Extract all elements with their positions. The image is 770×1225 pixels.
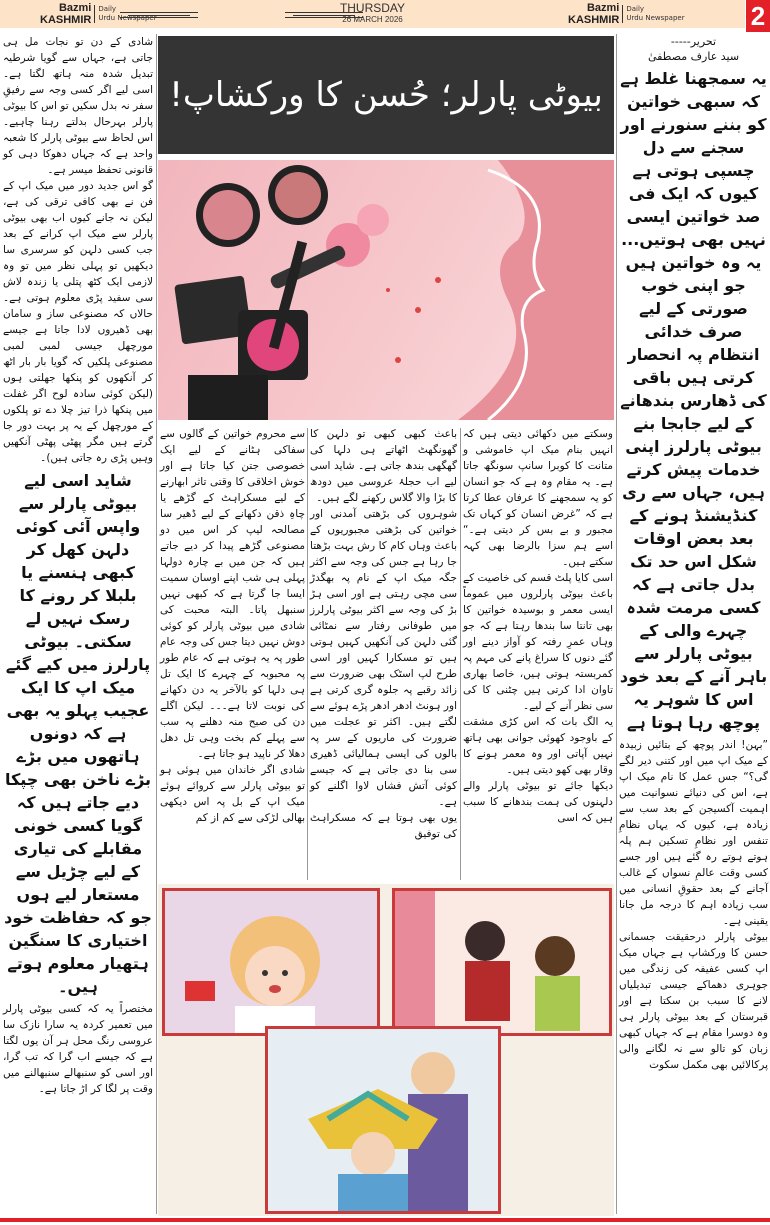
paragraph: شوہروں کی بڑھتی آمدنی اور خواتین کی بڑھتی مجبوریوں کے باعث وہاں کام کا رش بہت بڑھتا جا رہا ہے جس کی وجہ سے اکثر جگہ میک اپ کے نام پہ بھگدڑ سی مچی رہتی ہے اور اسی ہڑ بڑ کی وجہ سے اکثر بیوٹی پارلرز میں طوفانی رفتار سے نمٹائی گئی دلہن کی آنکھیں کہیں ہوتی ہیں تو مسکارا کہیں اور اسی طرح لپ اسٹک بھی ضرورت سے زائد رقبے پہ جلوہ گری کرتی ہے اور ہونٹ ادھر ادھر پڑے ہوئے سے لگتے ہیں۔ اکثر تو عجلت میں ضرورت کی ماریوں کے سر پہ بالوں کی ایسی ہمالیائی ڈھیری سی بنا دی جاتی ہے کہ جیسے کوئی آتش فشاں لاوا اگلنے کو ہے۔: [310, 508, 457, 808]
brand-sub-1: Daily: [626, 5, 645, 13]
bottom-rule: [0, 1218, 770, 1222]
headline: بیوٹی پارلر؛ حُسن کا ورکشاپ!: [169, 75, 603, 115]
brand-name-2: KASHMIR: [40, 14, 92, 26]
brand-name-2: KASHMIR: [568, 14, 620, 26]
paragraph: یوں بھی ہوتا ہے کہ مسکراہٹ کی توفیق: [310, 812, 457, 840]
column-divider: [156, 34, 157, 1214]
paragraph: گو اس جدید دور میں میک اپ کے فن نے بھی کافی ترقی کی ہے، لیکن نہ جانے کیوں اب بھی بیوٹی پارلر سے میک اپ کرانے کے بعد جب کسی دلہن کو سرسری سا دیکھیں تو پہلی نظر میں تو وہ لازمی ایک کٹھ پتلی یا زندہ لاش سی سفید پڑی معلوم ہوتی ہے۔ حالاں کہ مصنوعی ساز و سامان بھی ڈھیروں لادا جاتا ہے جیسے مورچھل جیسی لمبی لمبی مصنوعی پلکیں کہ گویا بار بار اٹھ کر آنکھوں کو پنکھا جھلتی ہوں (لیکن کوئی سادہ لوح اگر غفلت میں پنکھا ذرا تیز چلا دے تو پلکوں کے مورچھل کے یہ پر بہت دور جا گرتے ہیں مگر پھٹی پھٹی آنکھیں وہیں پڑی رہ جاتی ہیں)۔: [3, 180, 153, 464]
paragraph: اسی کایا پلٹ قسم کی خاصیت کے باعث بیوٹی پارلروں میں عموماً ایسی معمر و بوسیدہ خواتین کا بھی تانتا سا بندھا رہتا ہے کہ جو وہاں عمرِ رفتہ کو آواز دینے اور گئے دنوں کا سراغ پانے کی مہم پہ کمربستہ ہوتی ہیں، خاصا بھاری تاوان ادا کرتی ہیں چٹنی کا کی سی نظر آنے کے لیے۔: [463, 572, 613, 712]
paragraph: سے محروم خواتین کے گالوں سے سفاکی ہٹانے کے لیے ایک خصوصی جتن کیا جاتا ہے اور خوش اخلاقی کا وقتی تاثر ابھارنے کے لیے مسکراہٹ کے گڑھے یا چاہِ ذقن دکھانے کے لیے ڈھیر سا مصالحہ لیپ کر اس میں دو مصنوعی گڑھے پیدا کر دیے جاتے ہیں کہ جن میں بے چارہ دولہا پہلی ہی شب اپنے اوسان سمیت ایسا جا گرتا ہے کہ کبھی نہیں سنبھل پاتا۔ البتہ محبت کی شادی میں بیوٹی پارلر کو کوئی دوش نہیں دیتا جس کی وجہ عام طور پہ یہ ہوتی ہے کہ عام طور پہ محبوبہ کے چہرے کا ایک تل ہی دلہا کو بالآخر یہ دن دکھانے کی نوبت لاتا ہے۔۔۔ لیکن اگلے دن کی صبح منہ دھلنے پہ سب سے پہلے کم بخت وہی تل دھل دھلا کر ناپید ہو جاتا ہے۔: [160, 428, 305, 760]
paragraph: شادی کے دن تو نجات مل ہی جاتی ہے، جہاں سے گویا شرطیہ تبدیل شدہ منہ ہاتھ لگتا ہے۔ اسی لیے اگر کسی وجہ سے رفیقِ سفر نہ بدل سکیں تو اس کا بیوٹی پارلر بہرحال بدلتے رہنا چاہیے۔ اس لحاظ سے بیوٹی پارلر کا شعبہ واحد ہے کہ جہاں دھوکا دہی کو قانونی تحفظ میسر ہے۔: [3, 36, 153, 176]
right-column: [619, 34, 768, 1073]
paragraph: باعث کبھی کبھی تو دلہن کا گھونگھٹ اٹھاتے ہی دلہا کی گھگھی بندھ جاتی ہے۔ شاید اسی لیے اب حجلۂ عروسی میں دودھ کا بڑا والا گلاس رکھنے لگے ہیں۔: [310, 428, 457, 504]
brand-name-1: Bazmi: [58, 2, 92, 14]
hair-coloring-illustration: [268, 1029, 498, 1211]
byline-label: تحریر-----: [670, 35, 717, 48]
paragraph: وسکتے میں دکھائی دیتی ہیں کہ انہیں بنام میک اپ خاموشی و متانت کا کوبرا سانپ سونگھ جاتا ہے۔ یہ مقام وہ ہے کہ جو انسان کو یہ سمجھنے کا عرفان عطا کرتا ہے کہ ”غرض انسان کو کہاں تک مجبور و بے بس کر دیتی ہے۔“ اسے ہم سزا بالرضا بھی کہہ سکتے ہیں۔: [463, 428, 613, 568]
middle-column-left: [160, 426, 305, 826]
paragraph: بیوٹی پارلر درحقیقت جسمانی حسن کا ورکشاپ ہے جہاں میک اپ کسی عفیفہ کی زندگی میں جوہری دھماکے جیسی تبدیلیاں لانے کا سبب بن سکتا ہے اور قبرستان کے بعد بیوٹی پارلر ہی وہ دوسرا مقام ہے کہ جہاں کبھی زبان کو تالو سے نہ لگانے والی پرکالائیں بھی مکمل سکوت: [619, 931, 768, 1071]
page-number: 2: [746, 0, 770, 32]
brand-logo-right: [568, 2, 685, 26]
cartoon-hair-salon: [162, 888, 380, 1036]
headline-box: [158, 36, 614, 154]
cartoon-hair-disaster: [265, 1026, 501, 1214]
left-column: [3, 34, 153, 1097]
masthead-strip: [0, 0, 745, 28]
hair-curlers-illustration: [165, 891, 377, 1033]
column-divider: [307, 428, 308, 880]
cosmetics-photo: [158, 160, 614, 420]
paragraph: شادی اگر خاندان میں ہوئی ہو تو بیوٹی پارلر سے کروائے ہوئے میک اپ کے بل پہ اس دیکھی بھالی لڑکی سے کم از کم: [160, 764, 305, 824]
brand-sub-2: Urdu Newspaper: [626, 14, 685, 22]
paragraph: ”بہن! اندر پوچھ کے بتائیں زبیدہ کے میک اپ میں اور کتنی دیر لگے گی؟“ جس عمل کا نام میک اپ ہے، اس کی دنیائے نسوانیت میں اہمیت آکسیجن کے بعد سب سے زیادہ ہے، کیوں کہ یہاں نظامِ تنفس اور نظامِ تسکین ہم پلہ ہوتے ہوتے رہ گئے ہیں اور جسے کسی وقت عالمِ نسواں کے غالب آجانے کے بعد حقوقِ انسانی میں سب زیادہ اہم کا درجہ مل جانا یقینی ہے۔: [619, 739, 768, 927]
byline: [619, 34, 768, 64]
paragraph: یہ الگ بات کہ اس کڑی مشقت کے باوجود کھوئی جوانی بھی ہاتھ نہیں آپاتی اور وہ معمر ہونے کا وقار بھی کھو دیتی ہیں۔: [463, 716, 613, 776]
brand-name-1: Bazmi: [586, 2, 620, 14]
left-column-text: [3, 34, 153, 466]
brand-sub-2: Urdu Newspaper: [98, 14, 157, 22]
paragraph: مختصراً یہ کہ کسی بیوٹی پارلر میں تعمیر کردہ یہ سارا نازک سا عروسی رنگ محل ہر آن یوں لگتا ہے کہ جیسے اب گرا کہ تب گرا، اور اسی کو سنبھالے سنبھالنے میں وقت پر لگا کر اڑ جاتا ہے۔: [3, 1003, 153, 1095]
middle-column-right: [463, 426, 613, 826]
left-pull-quote: شاید اسی لیے بیوٹی پارلر سے واپس آئی کوئی دلہن کھل کر کبھی ہنسنے یا بلبلا کر رونے کا رسک نہیں لے سکتی۔ بیوٹی پارلرز میں کیے گئے میک اپ کا ایک عجیب پہلو یہ بھی ہے کہ دونوں ہاتھوں میں بڑے بڑے ناخن بھی چپکا دیے جاتے ہیں کہ گویا کسی خونی مقابلے کی تیاری کے لیے چڑیل سے مستعار لیے ہوں جو کہ حفاظت خود اختیاری کا سنگین ہتھیار معلوم ہوتے ہیں۔: [4, 471, 152, 996]
cosmetics-illustration: [158, 160, 614, 420]
paragraph: دیکھا جائے تو بیوٹی پارلر والے دلہنوں کی ہمت بندھانے کا سبب ہیں کہ اسی: [463, 780, 613, 824]
column-divider: [460, 428, 461, 880]
makeup-artist-illustration: [395, 891, 609, 1033]
issue-day: THURSDAY: [339, 1, 406, 15]
cartoon-makeup-artist: [392, 888, 612, 1036]
column-divider: [616, 34, 617, 1214]
author-name: سید عارف مصطفیٰ: [647, 50, 740, 63]
right-pull-quote: یہ سمجھنا غلط ہے کہ سبھی خواتین کو بننے سنورنے اور سجنے سے دل چسپی ہوتی ہے کیوں کہ ایک فی صد خواتین ایسی نہیں بھی ہوتیں... یہ وہ خواتین ہیں جو اپنی خوب صورتی کے لیے صرف خدائی انتظام پہ انحصار کرتی ہیں باقی کی ڈھارس بندھانے کے لیے جابجا بنے بیوٹی پارلرز اپنی خدمات پیش کرتے ہیں، جہاں سے ری کنڈیشنڈ ہونے کے بعد بعض اوقات شکل اس حد تک بدل جاتی ہے کہ کسی مرمت شدہ چہرے والی کے بیوٹی پارلر سے باہر آنے کے بعد خود اس کا شوہر یہ پوچھ رہا ہوتا ہے: [619, 69, 768, 732]
issue-date-text: 26 MARCH 2026: [342, 15, 403, 24]
brand-sub-1: Daily: [98, 5, 117, 13]
left-column-bottom-text: [3, 1001, 153, 1097]
middle-column-center: [310, 426, 457, 842]
right-column-text: [619, 737, 768, 1073]
